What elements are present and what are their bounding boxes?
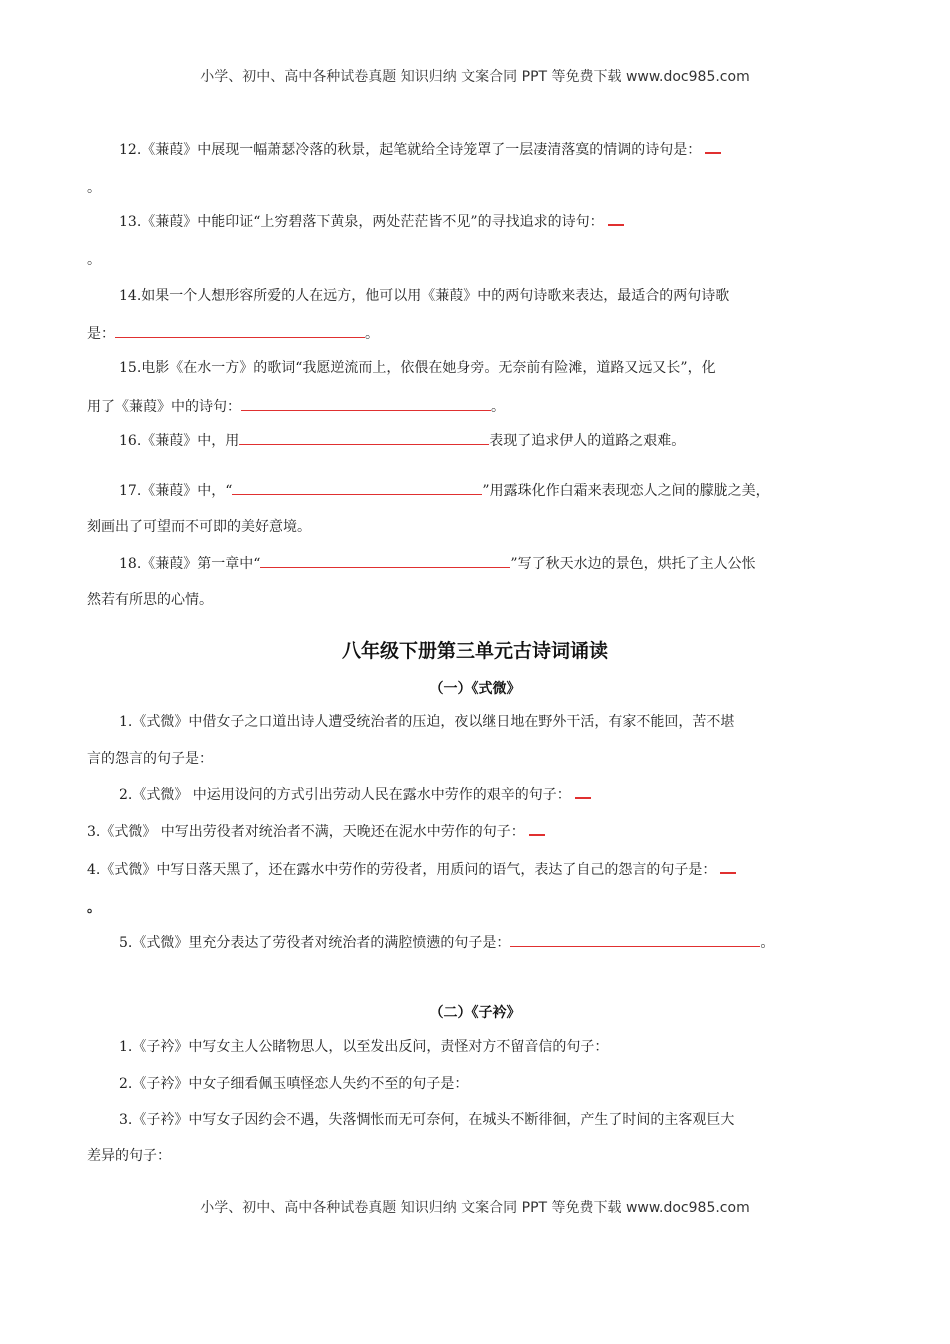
question-13-end: 。 xyxy=(87,252,101,268)
zijin-question-3-line2: 差异的句子： xyxy=(87,1148,171,1164)
shiwei-question-5-suffix: 。 xyxy=(760,935,775,951)
question-18-prefix: 18.《蒹葭》第一章中“ xyxy=(119,556,261,572)
question-15-suffix: 。 xyxy=(491,399,505,415)
answer-blank-12[interactable] xyxy=(705,140,721,154)
question-14-line1: 14.如果一个人想形容所爱的人在远方，他可以用《蒹葭》中的两句诗歌来表达，最适合的两句诗歌 xyxy=(119,288,730,304)
zijin-question-2: 2.《子衿》中女子细看佩玉嗔怪恋人失约不至的句子是： xyxy=(119,1076,469,1092)
question-17 xyxy=(119,480,770,501)
question-17-prefix: 17.《蒹葭》中，“ xyxy=(119,483,233,499)
shiwei-answer-blank-3[interactable] xyxy=(529,822,545,836)
zijin-question-1: 1.《子衿》中写女主人公睹物思人，以至发出反问，责怪对方不留音信的句子： xyxy=(119,1039,609,1055)
page-header: 小学、初中、高中各种试卷真题 知识归纳 文案合同 PPT 等免费下载 www.doc985.com xyxy=(200,69,750,85)
shiwei-question-4-end: 。 xyxy=(87,900,101,916)
question-15-line2 xyxy=(87,396,505,417)
answer-blank-13[interactable] xyxy=(608,212,624,226)
question-14-line2 xyxy=(87,323,379,344)
answer-blank-16[interactable] xyxy=(239,430,489,445)
question-14-prefix: 是： xyxy=(87,326,115,342)
question-13 xyxy=(119,212,624,232)
page-footer: 小学、初中、高中各种试卷真题 知识归纳 文案合同 PPT 等免费下载 www.doc985.com xyxy=(200,1200,750,1216)
question-12 xyxy=(119,140,721,160)
question-15-line1: 15.电影《在水一方》的歌词“我愿逆流而上，依偎在她身旁。无奈前有险滩，道路又远又长”，化 xyxy=(119,360,716,376)
question-18-suffix: ”写了秋天水边的景色，烘托了主人公怅 xyxy=(510,556,756,572)
question-12-end: 。 xyxy=(87,180,101,196)
question-17-suffix: ”用露珠化作白霜来表现恋人之间的朦胧之美， xyxy=(482,483,770,499)
shiwei-question-2 xyxy=(119,785,591,805)
shiwei-question-1-line2: 言的怨言的句子是： xyxy=(87,751,213,767)
shiwei-answer-blank-4[interactable] xyxy=(720,860,736,874)
shiwei-question-3 xyxy=(87,822,545,842)
shiwei-question-4-text: 4.《式微》中写日落天黑了，还在露水中劳作的劳役者，用质问的语气，表达了自己的怨言的句子是： xyxy=(87,862,717,878)
shiwei-answer-blank-5[interactable] xyxy=(510,932,760,947)
subsection-title-zijin: （二）《子衿》 xyxy=(429,1005,521,1021)
shiwei-question-4 xyxy=(87,860,736,880)
shiwei-answer-blank-2[interactable] xyxy=(575,785,591,799)
question-17-line2: 刻画出了可望而不可即的美好意境。 xyxy=(87,519,311,535)
answer-blank-17[interactable] xyxy=(232,480,482,495)
question-16-suffix: 表现了追求伊人的道路之艰难。 xyxy=(489,433,686,449)
question-12-text: 12.《蒹葭》中展现一幅萧瑟冷落的秋景，起笔就给全诗笼罩了一层凄清落寞的情调的诗句是： xyxy=(119,142,702,158)
section-title: 八年级下册第三单元古诗词诵读 xyxy=(341,640,608,662)
question-18 xyxy=(119,553,756,574)
shiwei-question-2-text: 2.《式微》 中运用设问的方式引出劳动人民在露水中劳作的艰辛的句子： xyxy=(119,787,571,803)
shiwei-question-1-line1: 1.《式微》中借女子之口道出诗人遭受统治者的压迫，夜以继日地在野外干活，有家不能回，苦不堪 xyxy=(119,714,735,730)
question-16 xyxy=(119,430,685,451)
answer-blank-14[interactable] xyxy=(115,323,365,338)
zijin-question-3-line1: 3.《子衿》中写女子因约会不遇，失落惆怅而无可奈何，在城头不断徘徊，产生了时间的主客观巨大 xyxy=(119,1112,735,1128)
shiwei-question-3-text: 3.《式微》 中写出劳役者对统治者不满，天晚还在泥水中劳作的句子： xyxy=(87,824,525,840)
shiwei-question-5-prefix: 5.《式微》里充分表达了劳役者对统治者的满腔愤懑的句子是： xyxy=(119,935,511,951)
question-16-prefix: 16.《蒹葭》中，用 xyxy=(119,433,240,449)
question-13-text: 13.《蒹葭》中能印证“上穷碧落下黄泉，两处茫茫皆不见”的寻找追求的诗句： xyxy=(119,214,604,230)
question-18-line2: 然若有所思的心情。 xyxy=(87,592,213,608)
question-15-prefix: 用了《蒹葭》中的诗句： xyxy=(87,399,241,415)
answer-blank-15[interactable] xyxy=(241,396,491,411)
shiwei-question-5 xyxy=(119,932,774,953)
question-14-suffix: 。 xyxy=(365,326,379,342)
answer-blank-18[interactable] xyxy=(260,553,510,568)
subsection-title-shiwei: （一）《式微》 xyxy=(429,681,521,697)
